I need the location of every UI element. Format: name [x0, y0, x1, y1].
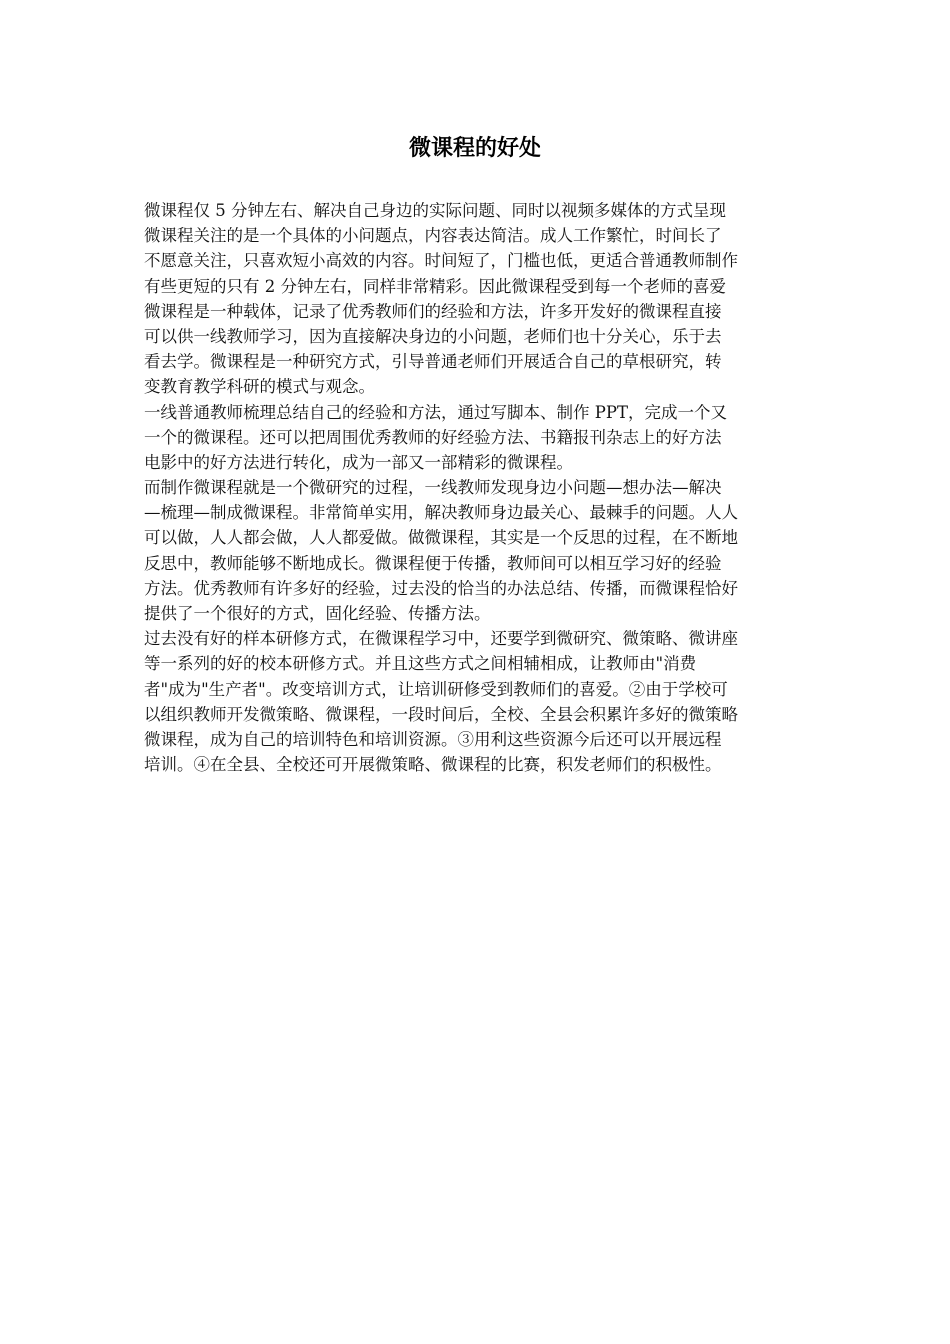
- body-line: 者"成为"生产者"。改变培训方式，让培训研修受到教师们的喜爱。②由于学校可: [144, 679, 728, 699]
- body-line: 提供了一个很好的方式，固化经验、传播方法。: [144, 604, 491, 623]
- body-line: 而制作微课程就是一个微研究的过程，一线教师发现身边小问题—想办法—解决: [144, 478, 722, 498]
- body-line: 看去学。微课程是一种研究方式，引导普通老师们开展适合自己的草根研究，转: [144, 352, 722, 372]
- body-line: 方法。优秀教师有许多好的经验，过去没的恰当的办法总结、传播，而微课程恰好: [144, 578, 738, 598]
- body-line: 不愿意关注，只喜欢短小高效的内容。时间短了，门槛也低，更适合普通教师制作: [144, 251, 738, 271]
- body-line: 等一系列的好的校本研修方式。并且这些方式之间相辅相成，让教师由"消费: [144, 654, 697, 674]
- body-line: 可以做，人人都会做，人人都爱做。做微课程，其实是一个反思的过程，在不断地: [144, 528, 738, 548]
- body-line: 一线普通教师梳理总结自己的经验和方法，通过写脚本、制作 PPT，完成一个又: [144, 402, 727, 422]
- body-line: 以组织教师开发微策略、微课程，一段时间后，全校、全县会积累许多好的微策略: [144, 704, 738, 724]
- document-body: [144, 198, 808, 777]
- body-line: 微课程仅 5 分钟左右、解决自己身边的实际问题、同时以视频多媒体的方式呈现: [144, 201, 726, 220]
- page-title: 微课程的好处: [408, 136, 541, 161]
- body-line: 微课程是一种载体，记录了优秀教师们的经验和方法，许多开发好的微课程直接: [144, 301, 722, 321]
- body-line: 微课程关注的是一个具体的小问题点，内容表达简洁。成人工作繁忙，时间长了: [144, 226, 722, 246]
- body-line: 培训。④在全县、全校还可开展微策略、微课程的比赛，积发老师们的积极性。: [144, 755, 722, 775]
- body-line: 有些更短的只有 2 分钟左右，同样非常精彩。因此微课程受到每一个老师的喜爱: [144, 276, 726, 296]
- body-line: 反思中，教师能够不断地成长。微课程便于传播，教师间可以相互学习好的经验: [144, 553, 722, 573]
- body-line: 一个的微课程。还可以把周围优秀教师的好经验方法、书籍报刊杂志上的好方法: [144, 427, 722, 447]
- body-line: 变教育教学科研的模式与观念。: [144, 377, 375, 397]
- body-line: 电影中的好方法进行转化，成为一部又一部精彩的微课程。: [144, 452, 573, 472]
- body-line: 微课程，成为自己的培训特色和培训资源。③用利这些资源今后还可以开展远程: [144, 729, 722, 749]
- body-line: —梳理—制成微课程。非常简单实用，解决教师身边最关心、最棘手的问题。人人: [144, 503, 738, 523]
- body-line: 过去没有好的样本研修方式，在微课程学习中，还要学到微研究、微策略、微讲座: [144, 629, 738, 649]
- body-line: 可以供一线教师学习，因为直接解决身边的小问题，老师们也十分关心，乐于去: [144, 326, 722, 346]
